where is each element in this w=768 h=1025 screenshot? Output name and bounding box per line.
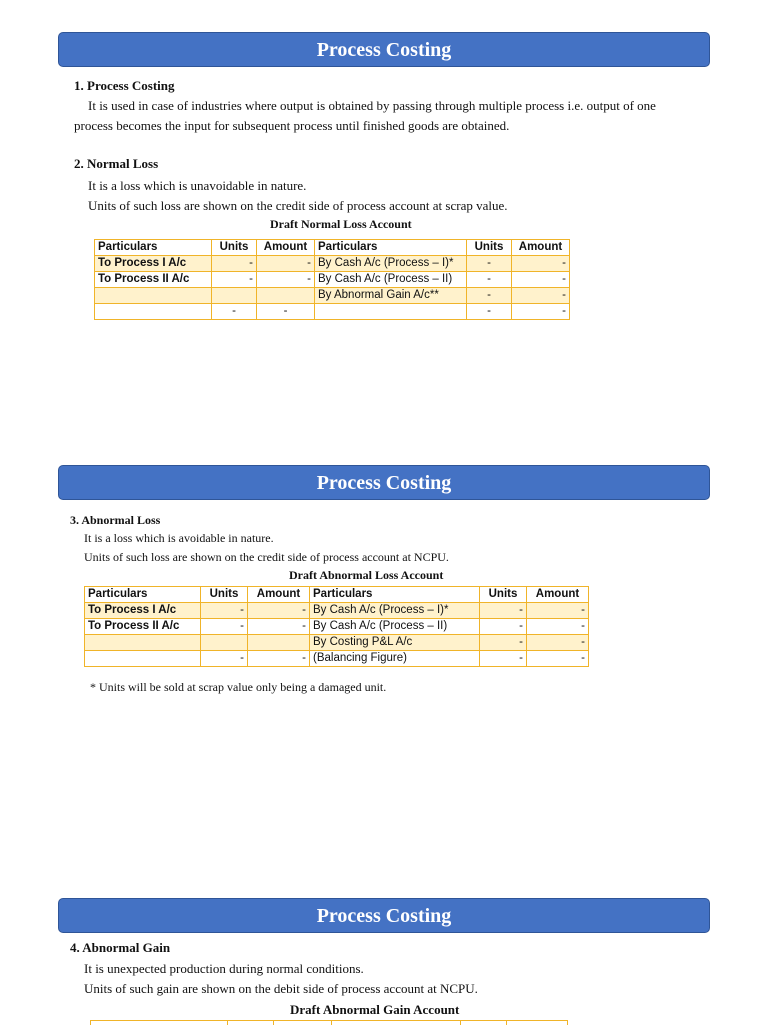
abnormal-gain-table-title: Draft Abnormal Gain Account <box>290 1002 460 1017</box>
heading-process-costing: 1. Process Costing <box>74 78 175 93</box>
table-cell: - <box>257 304 315 320</box>
table-row <box>95 288 570 304</box>
header-cell: Amount <box>512 240 570 256</box>
table-cell: - <box>467 288 512 304</box>
section-banner-3: Process Costing <box>58 898 710 933</box>
table-cell: - <box>257 272 315 288</box>
normal-loss-text-line-2: Units of such loss are shown on the credit side of process account at scrap value. <box>88 198 508 213</box>
table-cell: - <box>248 651 310 667</box>
section-banner-2: Process Costing <box>58 465 710 500</box>
table-cell: - <box>512 256 570 272</box>
table-cell <box>95 304 212 320</box>
table-cell <box>85 635 201 651</box>
normal-loss-table-title: Draft Normal Loss Account <box>270 217 412 231</box>
table-cell <box>248 635 310 651</box>
table-cell: - <box>512 288 570 304</box>
abnormal-loss-footnote: * Units will be sold at scrap value only being a damaged unit. <box>90 680 387 694</box>
abnormal-loss-account-table <box>84 586 589 667</box>
table-cell <box>257 288 315 304</box>
abnormal-loss-text-line-1: It is a loss which is avoidable in nature. <box>84 531 274 545</box>
table-cell: - <box>201 619 248 635</box>
table-cell: - <box>512 304 570 320</box>
header-cell: Units <box>212 240 257 256</box>
table-row <box>85 635 589 651</box>
abnormal-gain-text-line-2: Units of such gain are shown on the debit side of process account at NCPU. <box>84 981 478 996</box>
header-cell: Particulars <box>315 240 467 256</box>
table-cell: - <box>248 619 310 635</box>
header-cell: Particulars <box>310 587 480 603</box>
normal-loss-account-table <box>94 239 570 320</box>
header-cell: Particulars <box>85 587 201 603</box>
heading-normal-loss: 2. Normal Loss <box>74 156 159 171</box>
normal-loss-text-line-1: It is a loss which is unavoidable in nature. <box>88 178 307 193</box>
table-cell: By Costing P&L A/c <box>310 635 480 651</box>
table-cell: - <box>201 651 248 667</box>
table-cell: - <box>480 651 527 667</box>
table-cell: To Process I A/c <box>95 256 212 272</box>
table-cell: - <box>212 272 257 288</box>
table-cell: - <box>467 304 512 320</box>
header-cell: Units <box>467 240 512 256</box>
table-cell: - <box>257 256 315 272</box>
table-cell: By Cash A/c (Process – I)* <box>315 256 467 272</box>
heading-abnormal-loss: 3. Abnormal Loss <box>70 513 161 527</box>
heading-abnormal-gain: 4. Abnormal Gain <box>70 940 171 955</box>
abnormal-gain-table-top-edge <box>90 1020 568 1025</box>
header-cell: Units <box>480 587 527 603</box>
header-cell: Amount <box>527 587 589 603</box>
table-cell <box>315 304 467 320</box>
abnormal-loss-table-title: Draft Abnormal Loss Account <box>289 568 444 582</box>
table-cell: - <box>527 651 589 667</box>
header-cell: Amount <box>248 587 310 603</box>
table-row <box>95 256 570 272</box>
table-cell: - <box>467 272 512 288</box>
table-cell: - <box>212 304 257 320</box>
table-cell: (Balancing Figure) <box>310 651 480 667</box>
table-cell: - <box>248 603 310 619</box>
table-cell: - <box>467 256 512 272</box>
table-cell: - <box>201 603 248 619</box>
header-cell: Amount <box>257 240 315 256</box>
table-cell <box>212 288 257 304</box>
table-cell: - <box>527 603 589 619</box>
table-cell <box>85 651 201 667</box>
abnormal-loss-text-line-2: Units of such loss are shown on the credit side of process account at NCPU. <box>84 550 449 564</box>
table-cell: - <box>527 635 589 651</box>
table-row <box>85 651 589 667</box>
table-row <box>95 304 570 320</box>
table-cell: To Process I A/c <box>85 603 201 619</box>
table-cell: By Cash A/c (Process – II) <box>315 272 467 288</box>
process-costing-text-line-2: process becomes the input for subsequent process until finished goods are obtained. <box>74 118 510 133</box>
table-row <box>85 603 589 619</box>
table-cell: - <box>480 635 527 651</box>
table-cell: - <box>512 272 570 288</box>
table-cell: - <box>480 603 527 619</box>
header-cell: Particulars <box>95 240 212 256</box>
table-cell <box>95 288 212 304</box>
table-cell: To Process II A/c <box>95 272 212 288</box>
table-row <box>85 619 589 635</box>
table-cell: By Cash A/c (Process – I)* <box>310 603 480 619</box>
process-costing-text-line-1: It is used in case of industries where output is obtained by passing through multiple process i.e. output of one <box>88 98 656 113</box>
header-cell: Units <box>201 587 248 603</box>
table-cell: - <box>527 619 589 635</box>
table-header-row <box>85 587 589 603</box>
table-header-row <box>95 240 570 256</box>
table-cell: To Process II A/c <box>85 619 201 635</box>
section-banner-1: Process Costing <box>58 32 710 67</box>
table-cell: - <box>480 619 527 635</box>
table-cell: By Abnormal Gain A/c** <box>315 288 467 304</box>
table-cell: By Cash A/c (Process – II) <box>310 619 480 635</box>
table-cell <box>201 635 248 651</box>
table-row <box>95 272 570 288</box>
table-cell: - <box>212 256 257 272</box>
abnormal-gain-text-line-1: It is unexpected production during normal conditions. <box>84 961 364 976</box>
